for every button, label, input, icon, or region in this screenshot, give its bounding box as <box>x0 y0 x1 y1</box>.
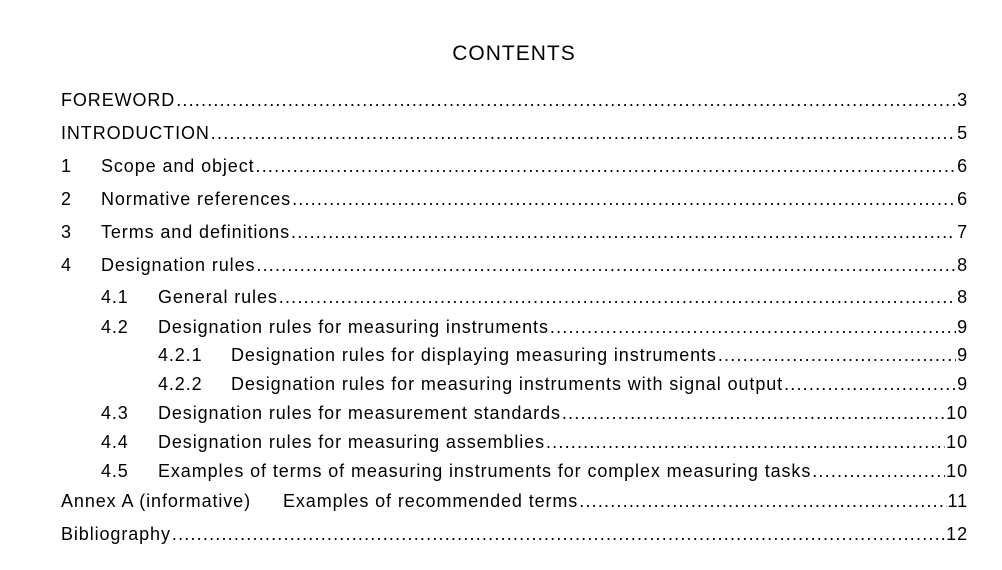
toc-entry-number: 4.4 <box>101 432 129 452</box>
dot-leader <box>176 88 956 112</box>
toc-entry-number: 4.2 <box>101 317 129 337</box>
toc-entry-number: 4.2.2 <box>158 374 203 394</box>
toc-entry-page: 10 <box>946 432 968 452</box>
toc-entry-4-5[interactable] <box>101 459 968 483</box>
toc-entry-page: 5 <box>957 123 968 143</box>
toc-entry-page: 9 <box>957 317 968 337</box>
toc-entry-number: 4.5 <box>101 461 129 481</box>
dot-leader <box>211 121 956 145</box>
toc-entry-page: 3 <box>957 90 968 110</box>
toc-entry-text: General rules <box>158 287 278 307</box>
toc-entry-text: Designation rules for displaying measuring instruments <box>231 345 717 365</box>
toc-entry-text: INTRODUCTION <box>61 123 210 143</box>
toc-entry-4-2-2[interactable] <box>158 372 968 396</box>
toc-entry-4-1[interactable] <box>101 285 968 309</box>
toc-entry-introduction[interactable] <box>61 121 968 145</box>
toc-entry-page: 7 <box>957 222 968 242</box>
toc-entry-text: Designation rules for measurement standards <box>158 403 561 423</box>
toc-entry-annex-a[interactable] <box>61 489 968 513</box>
toc-entry-4-2[interactable] <box>101 315 968 339</box>
dot-leader <box>172 522 945 546</box>
dot-leader <box>256 253 956 277</box>
dot-leader <box>292 187 956 211</box>
dot-leader <box>579 489 946 513</box>
toc-entry-text: Designation rules for measuring instruments with signal output <box>231 374 784 394</box>
toc-entry-page: 10 <box>946 461 968 481</box>
toc-entry-page: 9 <box>957 345 968 365</box>
dot-leader <box>562 401 945 425</box>
toc-entry-text: Examples of terms of measuring instruments for complex measuring tasks <box>158 461 812 481</box>
toc-entry-4[interactable] <box>61 253 968 277</box>
toc-entry-text: Designation rules <box>101 255 256 275</box>
toc-entry-4-2-1[interactable] <box>158 343 968 367</box>
toc-entry-number: 4.2.1 <box>158 345 203 365</box>
toc-entry-number: Annex A (informative) <box>61 491 251 511</box>
toc-entry-number: 2 <box>61 189 72 209</box>
toc-entry-number: 1 <box>61 156 72 176</box>
page-title: CONTENTS <box>452 42 576 65</box>
toc-entry-text: Terms and definitions <box>101 222 290 242</box>
toc-entry-text: Bibliography <box>61 524 171 544</box>
toc-entry-number: 3 <box>61 222 72 242</box>
toc-entry-number: 4 <box>61 255 72 275</box>
dot-leader <box>256 154 957 178</box>
toc-entry-page: 9 <box>957 374 968 394</box>
toc-entry-page: 8 <box>957 255 968 275</box>
toc-entry-4-4[interactable] <box>101 430 968 454</box>
dot-leader <box>784 372 956 396</box>
toc-entry-page: 12 <box>946 524 968 544</box>
toc-entry-text: FOREWORD <box>61 90 176 110</box>
toc-entry-bibliography[interactable] <box>61 522 968 546</box>
toc-entry-page: 11 <box>947 491 968 511</box>
toc-entry-page: 10 <box>946 403 968 423</box>
dot-leader <box>550 315 956 339</box>
toc-entry-3[interactable] <box>61 220 968 244</box>
dot-leader <box>812 459 945 483</box>
toc-entry-page: 6 <box>957 189 968 209</box>
dot-leader <box>718 343 956 367</box>
toc-entry-4-3[interactable] <box>101 401 968 425</box>
toc-entry-2[interactable] <box>61 187 968 211</box>
toc-entry-text: Normative references <box>101 189 292 209</box>
toc-entry-number: 4.1 <box>101 287 129 307</box>
dot-leader <box>291 220 956 244</box>
toc-entry-1[interactable] <box>61 154 968 178</box>
toc-entry-page: 6 <box>957 156 968 176</box>
toc-entry-number: 4.3 <box>101 403 129 423</box>
toc-entry-text: Designation rules for measuring assemblies <box>158 432 545 452</box>
toc-entry-page: 8 <box>957 287 968 307</box>
toc-entry-text: Designation rules for measuring instruments <box>158 317 549 337</box>
dot-leader <box>279 285 956 309</box>
toc-entry-text: Scope and object <box>101 156 255 176</box>
toc-entry-text: Examples of recommended terms <box>283 491 579 511</box>
dot-leader <box>546 430 945 454</box>
toc-entry-foreword[interactable] <box>61 88 968 112</box>
